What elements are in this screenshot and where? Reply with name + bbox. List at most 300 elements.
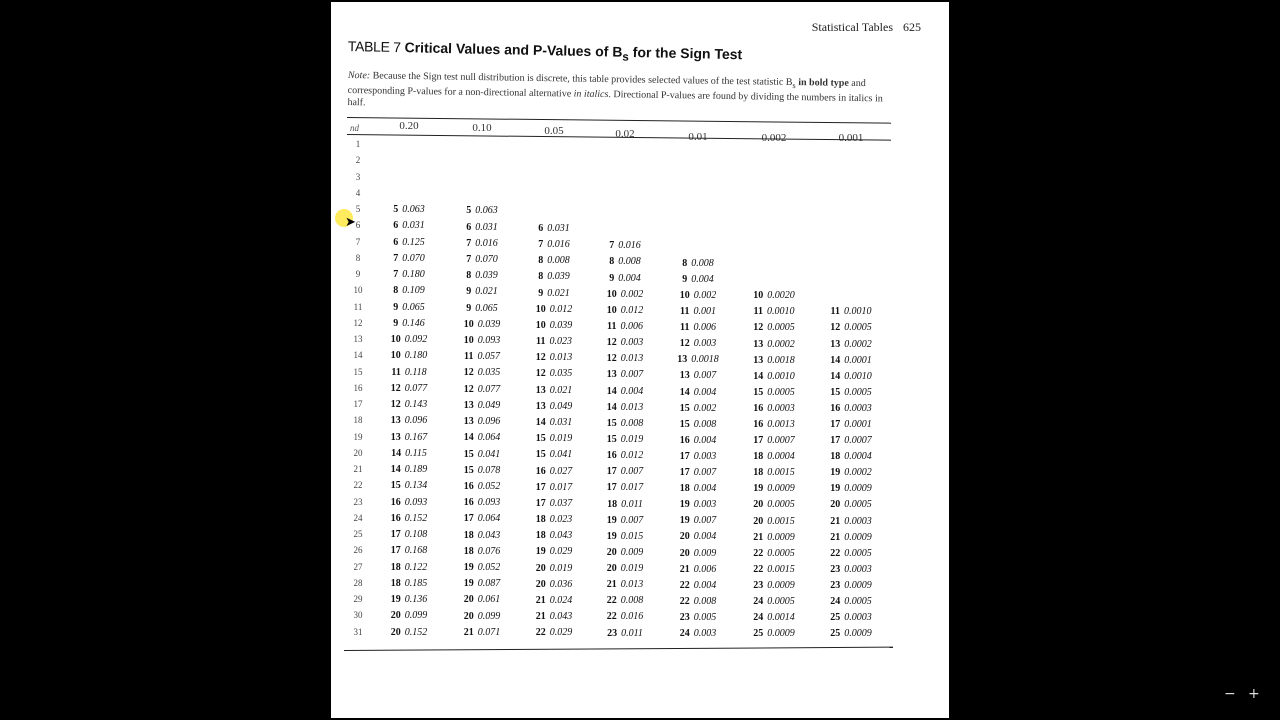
row-n: 16 [353, 382, 363, 393]
table-cell [830, 403, 872, 414]
critical-value: 22 [753, 547, 764, 559]
critical-value: 16 [390, 512, 401, 524]
p-value: 0.021 [549, 384, 573, 396]
table-cell [754, 306, 795, 317]
row-n: 4 [355, 187, 361, 198]
table-cell [536, 401, 573, 412]
p-value: 0.003 [620, 337, 644, 349]
p-value: 0.0020 [767, 290, 795, 302]
p-value: 0.180 [402, 269, 425, 280]
table-cell [607, 450, 644, 461]
table-cell [607, 289, 644, 300]
row-n: 19 [353, 431, 363, 442]
p-value: 0.037 [549, 497, 573, 509]
critical-value: 20 [606, 546, 617, 558]
p-value: 0.007 [693, 515, 717, 527]
table-cell [393, 269, 425, 280]
critical-value: 14 [535, 416, 546, 428]
critical-value: 22 [830, 547, 841, 559]
critical-value: 22 [606, 611, 617, 623]
critical-value: 24 [753, 595, 764, 607]
table-cell [830, 548, 872, 559]
table-cell [753, 628, 795, 639]
table-cell [536, 368, 573, 379]
table-cell [536, 595, 573, 606]
critical-value: 7 [466, 237, 472, 249]
p-value: 0.021 [475, 286, 498, 298]
p-value: 0.013 [620, 401, 644, 413]
critical-value: 18 [390, 561, 401, 573]
critical-value: 13 [606, 369, 617, 381]
row-n: 5 [355, 204, 361, 214]
p-value: 0.004 [693, 386, 717, 398]
table-cell [753, 564, 795, 575]
table-cell [830, 516, 872, 527]
table-cell [391, 464, 428, 475]
table-cell [753, 435, 795, 446]
p-value: 0.023 [549, 514, 573, 526]
critical-value: 21 [830, 515, 841, 527]
table-cell [464, 351, 500, 362]
p-value: 0.004 [693, 579, 717, 591]
p-value: 0.008 [620, 417, 644, 429]
table-cell [538, 223, 570, 234]
p-value: 0.109 [402, 285, 425, 297]
p-value: 0.012 [620, 304, 644, 316]
p-value: 0.0018 [691, 354, 719, 366]
critical-value: 19 [463, 562, 474, 574]
p-value: 0.087 [477, 578, 501, 590]
table-cell [466, 303, 498, 314]
critical-value: 12 [830, 322, 841, 334]
zoom-out-button[interactable]: − [1224, 686, 1236, 702]
p-value: 0.049 [477, 399, 501, 411]
p-value: 0.0003 [844, 612, 872, 624]
column-header: 0.002 [761, 132, 787, 144]
row-n: 9 [355, 269, 361, 279]
critical-value: 12 [679, 338, 690, 350]
critical-value: 10 [679, 289, 690, 301]
column-header: 0.10 [472, 122, 492, 134]
table-cell [830, 467, 872, 478]
critical-value: 13 [463, 399, 474, 411]
p-value: 0.016 [547, 239, 570, 251]
table-cell [607, 531, 644, 542]
table-cell [830, 435, 872, 446]
critical-value: 8 [538, 255, 544, 267]
table-cell [753, 532, 795, 543]
table-cell [680, 435, 717, 446]
critical-value: 12 [535, 352, 546, 364]
p-value: 0.152 [404, 512, 428, 524]
p-value: 0.070 [475, 253, 498, 265]
table-cell [464, 432, 501, 443]
p-value: 0.063 [475, 205, 498, 217]
table-cell [391, 513, 428, 524]
note-text-2: and corresponding P-values for a non-directional alternative [347, 77, 866, 100]
p-value: 0.076 [477, 545, 501, 557]
p-value: 0.007 [693, 370, 717, 382]
table-cell [536, 530, 573, 541]
row-n: 15 [353, 366, 363, 377]
table-cell [391, 497, 428, 508]
table-cell [464, 481, 501, 492]
p-value: 0.008 [693, 418, 717, 430]
table-cell [753, 516, 795, 527]
p-value: 0.0001 [844, 418, 872, 430]
row-n: 31 [353, 626, 363, 637]
p-value: 0.0007 [767, 435, 795, 447]
critical-value: 10 [606, 288, 617, 300]
critical-value: 6 [466, 221, 472, 233]
p-value: 0.043 [477, 529, 501, 541]
p-value: 0.019 [549, 433, 573, 445]
table-cell [536, 466, 573, 477]
table-cell [391, 610, 428, 621]
critical-value: 23 [679, 611, 690, 623]
critical-value: 13 [679, 370, 690, 382]
table-cell [682, 274, 714, 285]
critical-value: 6 [393, 220, 399, 232]
table-cell [831, 306, 872, 317]
p-value: 0.063 [402, 204, 425, 215]
table-cell [607, 321, 643, 332]
critical-value: 9 [393, 317, 399, 329]
p-value: 0.0013 [767, 418, 795, 430]
p-value: 0.011 [621, 627, 643, 639]
critical-value: 19 [535, 546, 546, 558]
table-cell [680, 483, 717, 494]
p-value: 0.099 [477, 610, 501, 622]
p-value: 0.041 [549, 449, 573, 461]
row-n: 29 [353, 594, 363, 604]
p-value: 0.004 [693, 434, 717, 446]
note-italic: in italics [573, 88, 609, 101]
p-value: 0.021 [547, 287, 570, 299]
critical-value: 17 [390, 529, 401, 540]
critical-value: 6 [538, 222, 544, 234]
zoom-in-button[interactable]: + [1248, 686, 1260, 702]
row-n: 23 [353, 496, 363, 507]
p-value: 0.012 [620, 450, 644, 462]
row-n: 14 [353, 350, 363, 361]
p-value: 0.108 [404, 529, 428, 540]
p-value: 0.071 [477, 626, 501, 638]
column-header: 0.02 [615, 128, 635, 140]
p-value: 0.0003 [844, 402, 872, 414]
row-n: 13 [353, 334, 363, 344]
row-n: 18 [353, 415, 363, 426]
critical-value: 14 [830, 354, 841, 366]
critical-value: 12 [753, 322, 764, 334]
p-value: 0.061 [477, 594, 501, 606]
table-cell [753, 355, 795, 366]
critical-value: 21 [830, 531, 841, 543]
running-head [812, 20, 921, 35]
p-value: 0.146 [402, 317, 425, 329]
row-n: 1 [355, 139, 361, 149]
table-cell [464, 367, 501, 378]
row-n: 3 [355, 171, 361, 182]
table-cell [391, 545, 428, 556]
p-value: 0.004 [620, 385, 644, 397]
p-value: 0.036 [549, 578, 573, 590]
table-rule-top [347, 117, 891, 124]
table-cell [393, 220, 425, 231]
critical-value: 8 [609, 256, 615, 268]
table-title-tail: for the Sign Test [628, 43, 743, 63]
table-cell [680, 531, 717, 542]
p-value: 0.125 [402, 236, 425, 248]
table-cell [466, 238, 498, 249]
critical-value: 15 [606, 417, 617, 429]
p-value: 0.024 [549, 594, 573, 606]
critical-value: 16 [830, 402, 841, 414]
table-cell [464, 611, 501, 622]
table-cell [607, 369, 644, 380]
p-value: 0.013 [620, 579, 644, 591]
critical-value: 17 [606, 482, 617, 494]
critical-value: 15 [463, 464, 474, 476]
critical-value: 18 [535, 514, 546, 526]
table-cell [536, 514, 573, 525]
table-cell [466, 270, 498, 281]
table-cell [753, 612, 795, 623]
p-value: 0.0015 [767, 563, 795, 575]
p-value: 0.011 [621, 498, 643, 510]
table-cell [753, 596, 795, 607]
critical-value: 20 [679, 531, 690, 543]
p-value: 0.003 [693, 499, 717, 511]
p-value: 0.029 [549, 546, 573, 558]
table-cell [391, 448, 427, 459]
critical-value: 17 [679, 467, 690, 478]
p-value: 0.118 [404, 366, 427, 378]
p-value: 0.0010 [766, 306, 795, 318]
table-cell [538, 271, 570, 282]
critical-value: 12 [606, 337, 617, 349]
table-cell [830, 322, 872, 333]
p-value: 0.008 [693, 595, 717, 607]
table-cell [680, 290, 717, 301]
table-cell [680, 467, 717, 478]
p-value: 0.0015 [767, 515, 795, 527]
table-cell [391, 350, 428, 361]
table-cell [607, 337, 644, 348]
row-n: 7 [355, 236, 361, 247]
table-cell [466, 254, 498, 265]
p-value: 0.065 [475, 302, 498, 314]
table-cell [391, 627, 428, 638]
p-value: 0.078 [477, 464, 501, 476]
p-value: 0.168 [404, 545, 428, 557]
p-value: 0.0009 [767, 628, 795, 640]
p-value: 0.0005 [767, 499, 795, 511]
p-value: 0.0002 [844, 338, 872, 350]
p-value: 0.039 [547, 271, 570, 283]
p-value: 0.004 [618, 272, 641, 284]
table-cell [536, 304, 573, 315]
row-n: 27 [353, 561, 363, 572]
table-cell [391, 383, 428, 394]
critical-value: 19 [830, 483, 841, 495]
p-value: 0.152 [404, 626, 428, 638]
critical-value: 9 [538, 287, 544, 299]
p-value: 0.0007 [844, 435, 872, 447]
table-cell [538, 255, 570, 266]
note-lead: Note: [347, 70, 371, 82]
critical-value: 9 [682, 273, 688, 285]
critical-value: 20 [753, 499, 764, 511]
critical-value: 21 [463, 626, 474, 638]
p-value: 0.008 [547, 255, 570, 267]
table-cell [680, 451, 717, 462]
critical-value: 15 [535, 433, 546, 445]
critical-value: 18 [463, 545, 474, 557]
table-cell [536, 563, 573, 574]
critical-value: 21 [753, 531, 764, 543]
table-cell [830, 628, 872, 639]
p-value: 0.008 [620, 595, 644, 607]
table-cell [607, 579, 644, 590]
table-cell [464, 546, 501, 557]
critical-value: 21 [535, 611, 546, 623]
table-cell [607, 353, 644, 364]
p-value: 0.019 [620, 433, 644, 445]
critical-value: 19 [606, 514, 617, 526]
p-value: 0.003 [693, 450, 717, 462]
column-header: 0.01 [688, 131, 708, 143]
critical-value: 14 [606, 401, 617, 413]
p-value: 0.013 [549, 352, 573, 364]
critical-value: 11 [391, 366, 401, 378]
row-n: 6 [355, 220, 361, 231]
critical-value: 13 [535, 384, 546, 396]
table-cell [607, 499, 643, 510]
table-cell [830, 419, 872, 430]
p-value: 0.077 [477, 383, 501, 395]
critical-value: 22 [679, 595, 690, 607]
table-cell [464, 335, 501, 346]
p-value: 0.039 [477, 318, 501, 330]
critical-value: 13 [677, 354, 688, 366]
p-value: 0.136 [404, 594, 428, 605]
table-cell [753, 548, 795, 559]
table-cell [607, 434, 644, 445]
table-cell [391, 529, 428, 540]
critical-value: 17 [535, 497, 546, 509]
critical-value: 21 [679, 563, 690, 575]
p-value: 0.092 [404, 334, 428, 345]
table-cell [680, 612, 717, 623]
row-n: 2 [355, 155, 361, 166]
critical-value: 11 [753, 306, 763, 318]
p-value: 0.043 [549, 530, 573, 542]
table-cell [607, 305, 644, 316]
table-cell [830, 564, 872, 575]
critical-value: 13 [390, 431, 401, 443]
table-title-subscript: s [622, 50, 629, 64]
table-cell [536, 627, 573, 638]
note-text: Because the Sign test null distribution is discrete, this table provides selected values of the test statistic B [370, 70, 793, 88]
p-value: 0.029 [549, 627, 573, 639]
critical-value: 19 [463, 578, 474, 590]
critical-value: 10 [390, 334, 401, 345]
table-cell [464, 627, 501, 638]
table-cell [464, 400, 501, 411]
table-cell [753, 322, 795, 333]
note-text-3: . Directional P-values are found by dividing the numbers in italics in half. [347, 89, 883, 109]
table-cell [607, 595, 644, 606]
critical-value: 16 [535, 465, 546, 477]
critical-value: 10 [463, 335, 474, 347]
critical-value: 10 [390, 350, 401, 362]
critical-value: 17 [390, 545, 401, 557]
p-value: 0.0005 [844, 322, 872, 334]
table-cell [464, 530, 501, 541]
table-cell [830, 612, 872, 623]
table-cell [391, 594, 428, 605]
table-cell [753, 580, 795, 591]
table-cell [680, 370, 717, 381]
critical-value: 15 [390, 480, 401, 492]
critical-value: 10 [535, 319, 546, 331]
p-value: 0.004 [693, 531, 717, 543]
table-cell [536, 320, 573, 331]
critical-value: 15 [606, 433, 617, 445]
critical-value: 14 [390, 464, 401, 475]
critical-value: 7 [393, 252, 399, 264]
critical-value: 17 [606, 466, 617, 478]
critical-value: 19 [679, 499, 690, 511]
table-cell [607, 563, 644, 574]
p-value: 0.017 [549, 481, 573, 493]
table-label: TABLE 7 [347, 38, 401, 56]
critical-value: 19 [390, 594, 401, 605]
table-cell [680, 306, 716, 317]
p-value: 0.143 [404, 399, 428, 410]
table-cell [753, 290, 795, 301]
table-cell [393, 318, 425, 329]
critical-value: 22 [606, 595, 617, 607]
table-cell [682, 258, 714, 269]
p-value: 0.0004 [767, 451, 795, 463]
p-value: 0.006 [693, 322, 716, 334]
table-cell [830, 371, 872, 382]
critical-value: 16 [679, 434, 690, 446]
p-value: 0.0009 [767, 483, 795, 495]
critical-value: 7 [466, 253, 472, 265]
critical-value: 12 [535, 368, 546, 380]
critical-value: 13 [463, 416, 474, 428]
table-cell [607, 628, 643, 639]
critical-value: 21 [606, 579, 617, 591]
p-value: 0.027 [549, 465, 573, 477]
p-value: 0.093 [477, 497, 501, 509]
row-n: 10 [353, 285, 363, 296]
table-cell [609, 256, 641, 267]
p-value: 0.039 [549, 319, 573, 331]
critical-value: 9 [609, 272, 615, 284]
p-value: 0.0010 [767, 370, 795, 382]
critical-value: 19 [753, 483, 764, 495]
critical-value: 25 [753, 628, 764, 640]
critical-value: 24 [679, 628, 690, 639]
critical-value: 8 [393, 285, 399, 297]
critical-value: 25 [830, 628, 841, 640]
critical-value: 20 [606, 563, 617, 575]
p-value: 0.189 [404, 464, 428, 475]
